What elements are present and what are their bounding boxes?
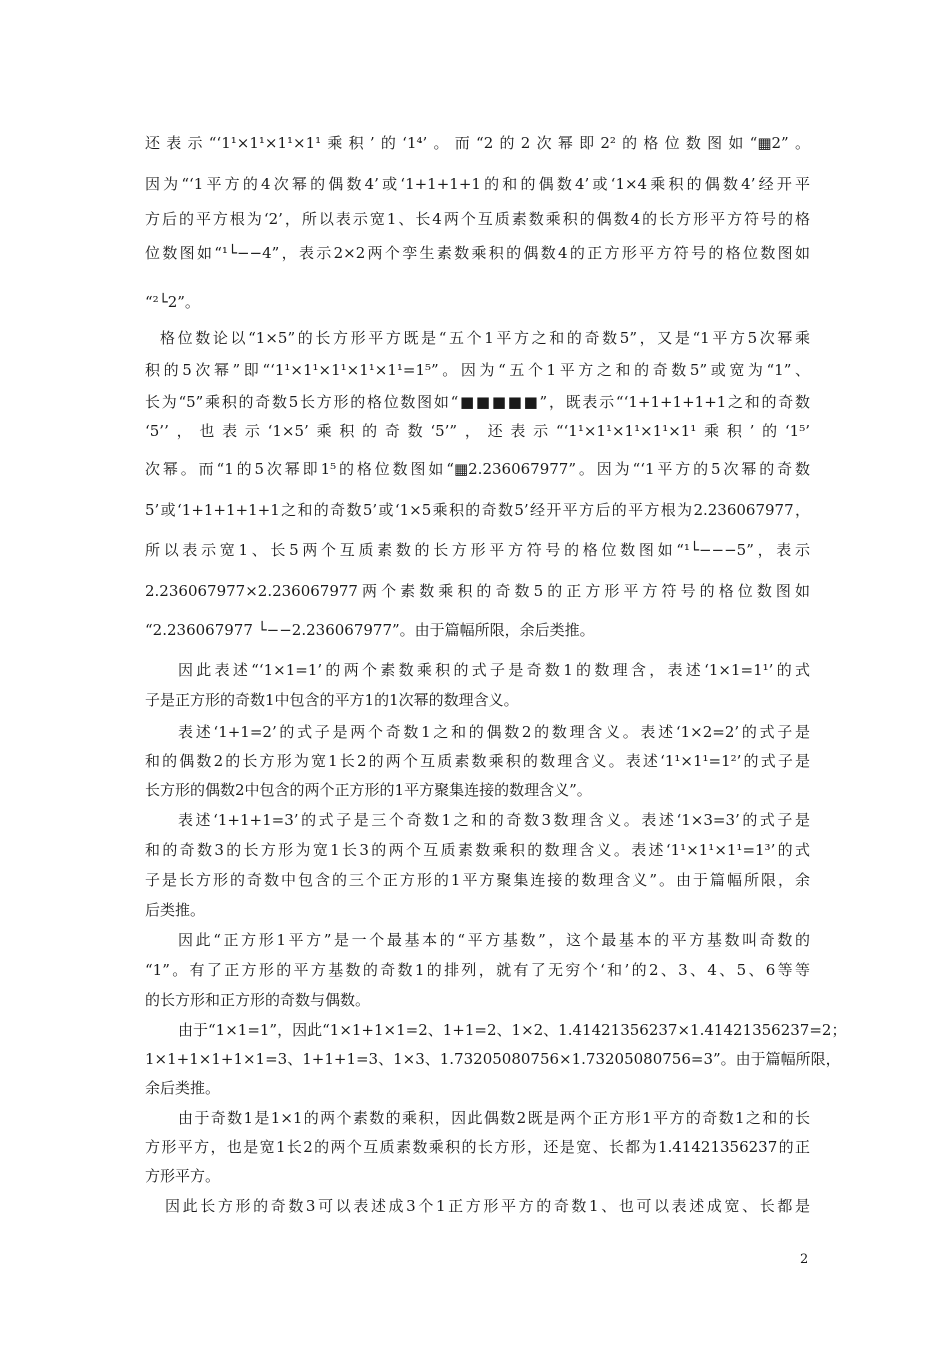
text-line: 由于奇数1是1×1的两个素数的乘积，因此偶数2既是两个正方形1平方的奇数1之和的长 [178, 1109, 810, 1127]
text-line: 所以表示宽1、长5两个互质素数的长方形平方符号的格位数图如“¹└−−−5”，表示 [145, 541, 810, 559]
text-line: 和的奇数3的长方形为宽1长3的两个互质素数乘积的数理含义。表述‘1¹×1¹×1¹=1³’的式 [145, 841, 810, 859]
text-line: 的长方形和正方形的奇数与偶数。 [145, 991, 371, 1009]
text-line: ‘5’’，也表示‘1×5’乘积的奇数‘5’”，还表示“‘1¹×1¹×1¹×1¹×1¹乘积’的‘1⁵’ [145, 422, 810, 440]
text-line: 表述‘1+1=2’的式子是两个奇数1之和的偶数2的数理含义。表述‘1×2=2’的式子是 [178, 723, 810, 741]
text-line: 因此表述“‘1×1=1’的两个素数乘积的式子是奇数1的数理含，表述‘1×1=1¹’的式 [178, 661, 810, 679]
text-line: 积的5次幂”即“‘1¹×1¹×1¹×1¹×1¹=1⁵”。因为“五个1平方之和的奇数5”或宽为“1”、 [145, 361, 810, 379]
text-line: 和的偶数2的长方形为宽1长2的两个互质素数乘积的数理含义。表述‘1¹×1¹=1²’的式子是 [145, 752, 810, 770]
text-line: 因此“正方形1平方”是一个最基本的“平方基数”，这个最基本的平方基数叫奇数的 [178, 931, 810, 949]
text-line: 方形平方。 [145, 1167, 221, 1185]
text-line: 子是正方形的奇数1中包含的平方1的1次幂的数理含义。 [145, 691, 519, 709]
text-line: 还表示“‘1¹×1¹×1¹×1¹乘积’的‘1⁴’。而“2的2次幂即2²的格位数图如“▦2”。 [145, 134, 810, 152]
text-line: 格位数论以“1×5”的长方形平方既是“五个1平方之和的奇数5”，又是“1平方5次幂乘 [160, 329, 810, 347]
text-line: 长方形的偶数2中包含的两个正方形的1平方聚集连接的数理含义”。 [145, 781, 592, 799]
text-line: 长为“5”乘积的奇数5长方形的格位数图如“■■■■■”，既表示“‘1+1+1+1+1之和的奇数 [145, 393, 810, 411]
text-line: 表述‘1+1+1=3’的式子是三个奇数1之和的奇数3数理含义。表述‘1×3=3’的式子是 [178, 811, 810, 829]
text-line: 因此长方形的奇数3可以表述成3个1正方形平方的奇数1、也可以表述成宽、长都是 [165, 1197, 810, 1215]
text-line: 次幂。而“1的5次幂即1⁵的格位数图如“▦2.236067977”。因为“‘1平方的5次幂的奇数 [145, 460, 810, 478]
text-line: 子是长方形的奇数中包含的三个正方形的1平方聚集连接的数理含义”。由于篇幅所限，余 [145, 871, 810, 889]
text-line: “2.236067977 └−−2.236067977”。由于篇幅所限，余后类推。 [145, 621, 595, 639]
text-line: 2.236067977×2.236067977两个素数乘积的奇数5的正方形平方符号的格位数图如 [145, 582, 810, 600]
text-line: 后类推。 [145, 901, 206, 919]
text-line: 余后类推。 [145, 1079, 221, 1097]
text-line: 1×1+1×1+1×1=3、1+1+1=3、1×3、1.73205080756×1.73205080756=3”。由于篇幅所限， [145, 1050, 841, 1068]
text-line: 位数图如“¹└−−4”，表示2×2两个孪生素数乘积的偶数4的正方形平方符号的格位数图如 [145, 244, 810, 262]
text-line: “²└2”。 [145, 293, 200, 311]
text-line: 由于“1×1=1”，因此“1×1+1×1=2、1+1=2、1×2、1.41421356237×1.41421356237=2； [178, 1021, 847, 1039]
text-line: “1”。有了正方形的平方基数的奇数1的排列，就有了无穷个‘和’的2、3、4、5、6等等 [145, 961, 810, 979]
page-number: 2 [800, 1252, 809, 1267]
text-line: 5’或‘1+1+1+1+1之和的奇数5’或‘1×5乘积的奇数5’经开平方后的平方根为2.236067977， [145, 501, 810, 519]
text-line: 因为“‘1平方的4次幂的偶数4’或‘1+1+1+1的和的偶数4’或‘1×4乘积的偶数4’经开平 [145, 175, 810, 193]
text-line: 方后的平方根为‘2’，所以表示宽1、长4两个互质素数乘积的偶数4的长方形平方符号的格 [145, 210, 810, 228]
text-line: 方形平方，也是宽1长2的两个互质素数乘积的长方形，还是宽、长都为1.41421356237的正 [145, 1138, 810, 1156]
